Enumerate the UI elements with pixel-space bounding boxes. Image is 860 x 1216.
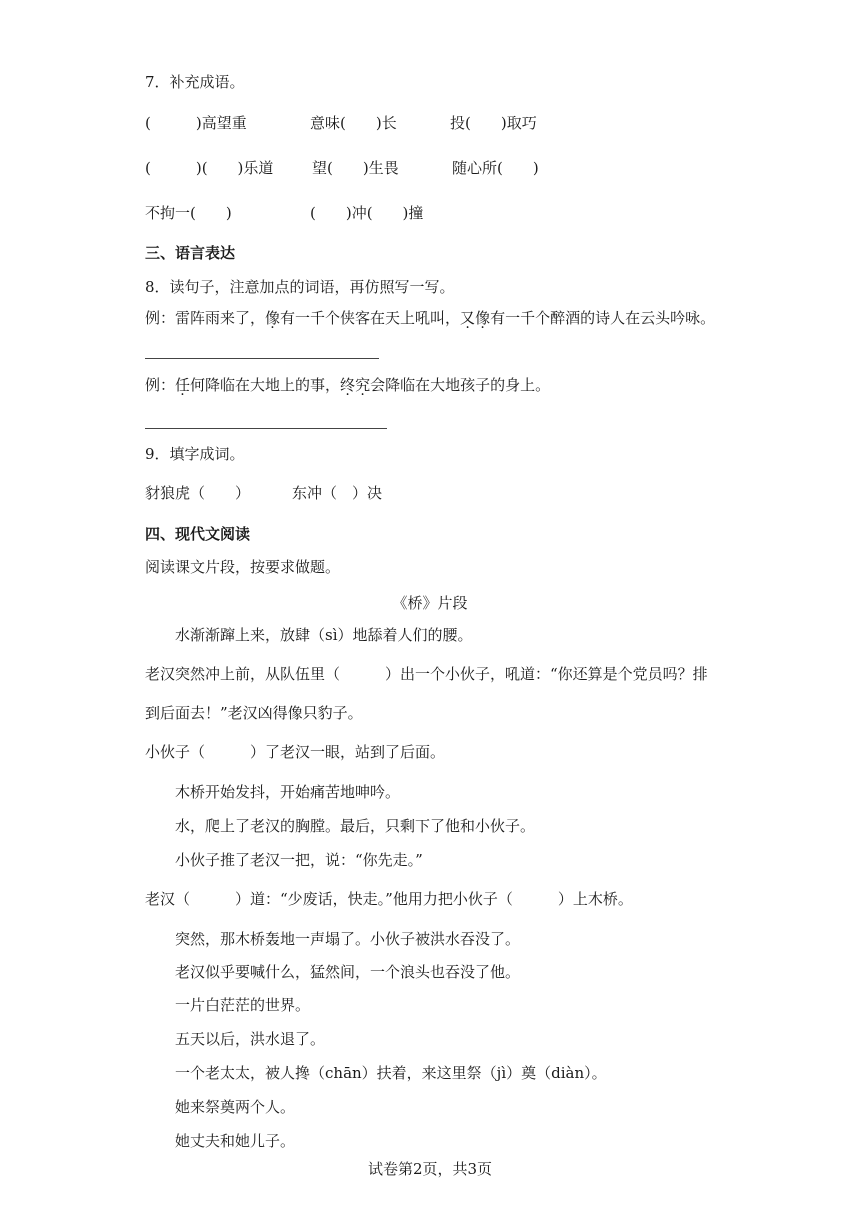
- passage-line: 突然，那木桥轰地一声塌了。小伙子被洪水吞没了。: [175, 930, 521, 948]
- idiom-blank: 不拘一( ): [145, 204, 232, 222]
- passage-line: 她丈夫和她儿子。: [175, 1132, 296, 1150]
- passage-line: 到后面去！”老汉凶得像只豹子。: [145, 704, 363, 722]
- question-8-title: 8．读句子，注意加点的词语，再仿照写一写。: [145, 278, 455, 296]
- word-blank: 豺狼虎（ ）: [145, 484, 251, 502]
- page-footer: 试卷第2页，共3页: [367, 1160, 493, 1178]
- passage-line: 老汉似乎要喊什么，猛然间，一个浪头也吞没了他。: [175, 963, 521, 981]
- idiom-blank: ( )冲( )撞: [310, 204, 424, 222]
- idiom-blank: 投( )取巧: [450, 114, 537, 132]
- passage-title: 《桥》片段: [392, 594, 468, 612]
- passage-line: 一片白茫茫的世界。: [175, 996, 311, 1014]
- question-9-title: 9．填字成词。: [145, 445, 245, 463]
- word-blank: 东冲（ ）决: [292, 484, 383, 502]
- answer-line: [145, 358, 379, 359]
- idiom-blank: ( )( )乐道: [145, 159, 274, 177]
- section-heading: 三、语言表达: [145, 244, 236, 262]
- passage-line: 水渐渐蹿上来，放肆（sì）地舔着人们的腰。: [175, 626, 473, 644]
- idiom-blank: 随心所( ): [452, 159, 539, 177]
- idiom-blank: 意味( )长: [310, 114, 397, 132]
- idiom-blank: ( )高望重: [145, 114, 247, 132]
- passage-line: 她来祭奠两个人。: [175, 1098, 296, 1116]
- reading-instruction: 阅读课文片段，按要求做题。: [145, 558, 341, 576]
- passage-line: 五天以后，洪水退了。: [175, 1030, 326, 1048]
- passage-line: 木桥开始发抖，开始痛苦地呻吟。: [175, 783, 401, 801]
- example-sentence-2: 例：任何降临在大地上的事，终究会降临在大地孩子的身上。: [145, 376, 551, 394]
- passage-line: 小伙子推了老汉一把，说：“你先走。”: [175, 851, 423, 869]
- section-heading: 四、现代文阅读: [145, 525, 251, 543]
- passage-line: 老汉（ ）道：“少废话，快走。”他用力把小伙子（ ）上木桥。: [145, 890, 633, 908]
- passage-line: 水，爬上了老汉的胸膛。最后，只剩下了他和小伙子。: [175, 817, 536, 835]
- passage-line: 小伙子（ ）了老汉一眼，站到了后面。: [145, 743, 446, 761]
- answer-line: [145, 428, 387, 429]
- passage-line: 一个老太太，被人搀（chān）扶着，来这里祭（jì）奠（diàn）。: [175, 1064, 607, 1082]
- idiom-blank: 望( )生畏: [312, 159, 399, 177]
- passage-line: 老汉突然冲上前，从队伍里（ ）出一个小伙子，吼道：“你还算是个党员吗？排: [145, 665, 708, 683]
- example-sentence-1: 例：雷阵雨来了，像有一千个侠客在天上吼叫，又像有一千个醉酒的诗人在云头吟咏。: [145, 309, 716, 327]
- question-7-title: 7．补充成语。: [145, 73, 245, 91]
